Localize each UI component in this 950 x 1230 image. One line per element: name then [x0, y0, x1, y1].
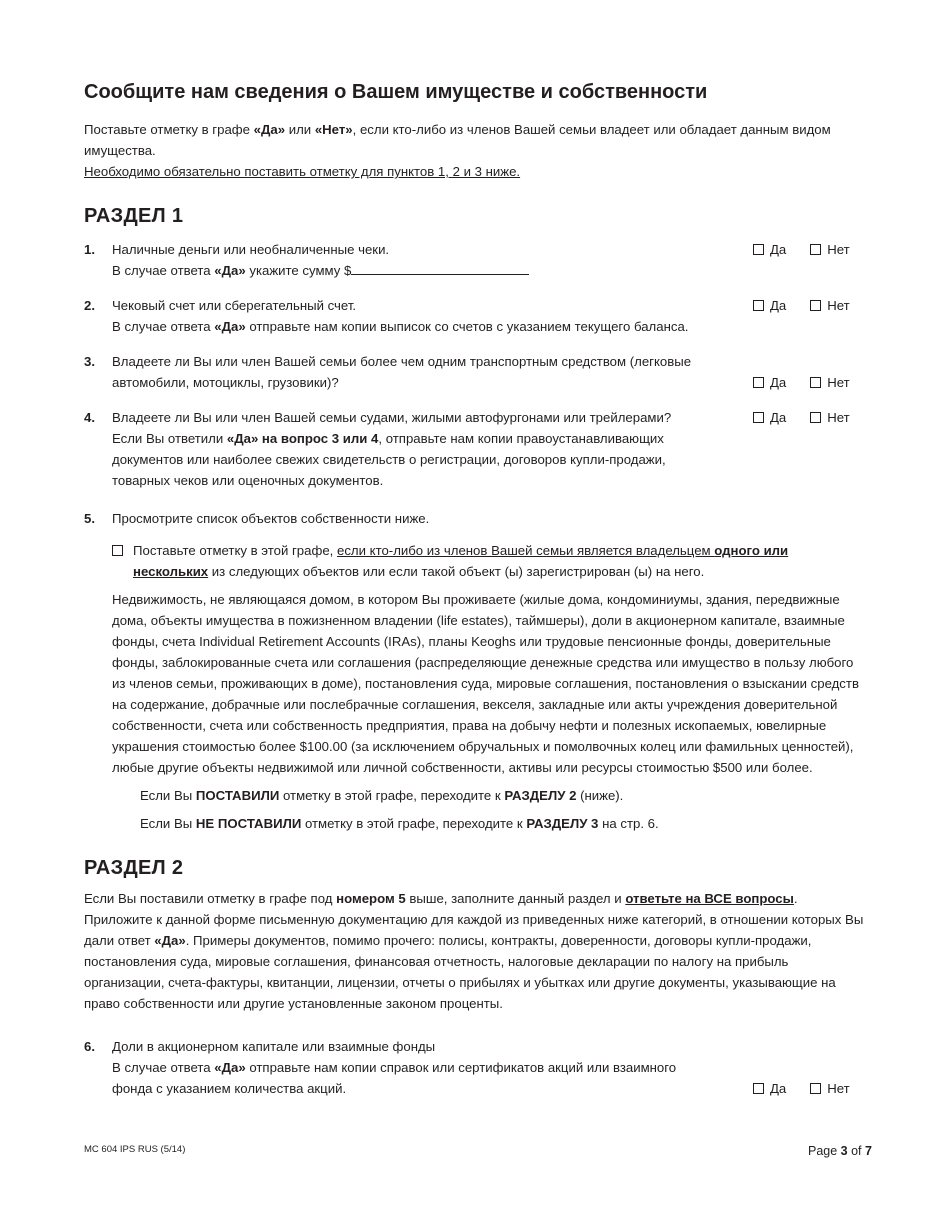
question-1: 1. Да Нет Наличные деньги или необналиченные чеки. В случае ответа «Да» укажите сумму $ [84, 239, 864, 281]
section1-title: РАЗДЕЛ 1 [84, 205, 184, 227]
yes-no-group [753, 407, 850, 428]
section2-title: РАЗДЕЛ 2 [84, 857, 184, 879]
intro-required-note: Необходимо обязательно поставить отметку для пунктов 1, 2 и 3 ниже. [84, 164, 521, 179]
question-number: 1. [84, 242, 95, 257]
q5-property-check-row[interactable]: Поставьте отметку в этой графе, если кто-либо из членов Вашей семьи является владельцем одного или нескольких из следующих объектов или если такой объект (ы) зарегистрирован (ы) на него. [84, 540, 864, 582]
q1-yes-checkbox[interactable] [753, 244, 764, 255]
q6-no-checkbox[interactable] [810, 1083, 821, 1094]
q6-yes-checkbox[interactable] [753, 1083, 764, 1094]
form-page [84, 78, 864, 1099]
question-3: 3. Да Нет Владеете ли Вы или член Вашей семьи более чем одним транспортным средством (легковые автомобили, мотоциклы, грузовики)? [84, 351, 864, 393]
intro-paragraph: Поставьте отметку в графе «Да» или «Нет», если кто-либо из членов Вашей семьи владеет или обладает данным видом имущества. [84, 122, 831, 158]
q2-no-option[interactable]: Нет [810, 295, 849, 316]
q2-yes-checkbox[interactable] [753, 300, 764, 311]
q5-property-checkbox[interactable] [112, 545, 123, 556]
q4-yes-option[interactable]: Да [753, 407, 786, 428]
q6-yes-option[interactable]: Да [753, 1078, 786, 1099]
q3-no-option[interactable]: Нет [810, 372, 849, 393]
yes-no-group [753, 239, 850, 260]
yes-no-group [753, 1078, 850, 1099]
q1-no-option[interactable]: Нет [810, 239, 849, 260]
if-not-checked-instruction: Если Вы НЕ ПОСТАВИЛИ отметку в этой графе, переходите к РАЗДЕЛУ 3 на стр. 6. [140, 816, 659, 831]
question-2: 2. Да Нет Чековый счет или сберегательный счет. В случае ответа «Да» отправьте нам копии выписок со счетов с указанием текущего баланса. [84, 295, 864, 337]
form-id: MC 604 IPS RUS (5/14) [84, 1144, 186, 1155]
q1-no-checkbox[interactable] [810, 244, 821, 255]
page-number: Page 3 of 7 [808, 1144, 872, 1158]
q3-yes-option[interactable]: Да [753, 372, 786, 393]
question-6: 6. Да Нет Доли в акционерном капитале или взаимные фонды В случае ответа «Да» отправьте нам копии справок или сертификатов акций или взаимного фонда с указанием количества акций. [84, 1036, 864, 1099]
property-list: Недвижимость, не являющаяся домом, в котором Вы проживаете (жилые дома, кондоминиумы, здания, передвижные дома, объекты имущества в пожизненном владении (life estates), таймшеры), доли в акционерном капитале, взаимные фонды, счета Individual Retirement Accounts (IRAs), планы Keoghs или трудовые пенсионные фонды, доверительные фонды, заблокированные счета или соглашения (распределяющие денежные средства или имущество в пользу любого из членов семьи, проживающих в доме), постановления суда, мировые соглашения, постановления о взыскании средств на содержание, добрачные или послебрачные соглашения, векселя, закладные или акты учреждения доверительной собственности, счета или собственность предприятия, права на добычу нефти и полезных ископаемых, ювелирные украшения стоимостью более $100.00 (за исключением обручальных и помолвочных колец или фамильных ценностей), любые другие объекты недвижимой или личной собственности, активы или ресурсы стоимостью $500 или более. [112, 592, 859, 775]
q4-no-option[interactable]: Нет [810, 407, 849, 428]
q4-no-checkbox[interactable] [810, 412, 821, 423]
section2-instructions: Если Вы поставили отметку в графе под номером 5 выше, заполните данный раздел и ответьте на ВСЕ вопросы. Приложите к данной форме письменную документацию для каждой из приведенных ниже категорий, в отношении которых Вы дали ответ «Да». Примеры документов, помимо прочего: полисы, контракты, доверенности, договоры купли-продажи, постановления суда, мировые соглашения, финансовая отчетность, налоговые декларации по налогу на прибыль организации, счета-фактуры, квитанции, лицензии, отчеты о прибылях и убытках или другие документы, указывающие на право собственности или другие установленные законом проценты. [84, 891, 864, 1011]
q2-yes-option[interactable]: Да [753, 295, 786, 316]
q6-no-option[interactable]: Нет [810, 1078, 849, 1099]
yes-no-group [753, 295, 850, 316]
cash-amount-field[interactable] [351, 261, 529, 275]
q2-no-checkbox[interactable] [810, 300, 821, 311]
question-4: 4. Да Нет Владеете ли Вы или член Вашей семьи судами, жилыми автофургонами или трейлерами? Если Вы ответили «Да» на вопрос 3 или 4, отправьте нам копии правоустанавливающих документов или наиболее свежих свидетельств о регистрации, договоров купли-продажи, товарных чеков или оценочных документов. [84, 407, 864, 491]
q4-yes-checkbox[interactable] [753, 412, 764, 423]
question-5: 5. Просмотрите список объектов собственности ниже. [84, 511, 430, 526]
q3-no-checkbox[interactable] [810, 377, 821, 388]
q1-yes-option[interactable]: Да [753, 239, 786, 260]
if-checked-instruction: Если Вы ПОСТАВИЛИ отметку в этой графе, переходите к РАЗДЕЛУ 2 (ниже). [140, 788, 624, 803]
q3-yes-checkbox[interactable] [753, 377, 764, 388]
page-title: Сообщите нам сведения о Вашем имуществе и собственности [84, 81, 708, 103]
yes-no-group [753, 372, 850, 393]
